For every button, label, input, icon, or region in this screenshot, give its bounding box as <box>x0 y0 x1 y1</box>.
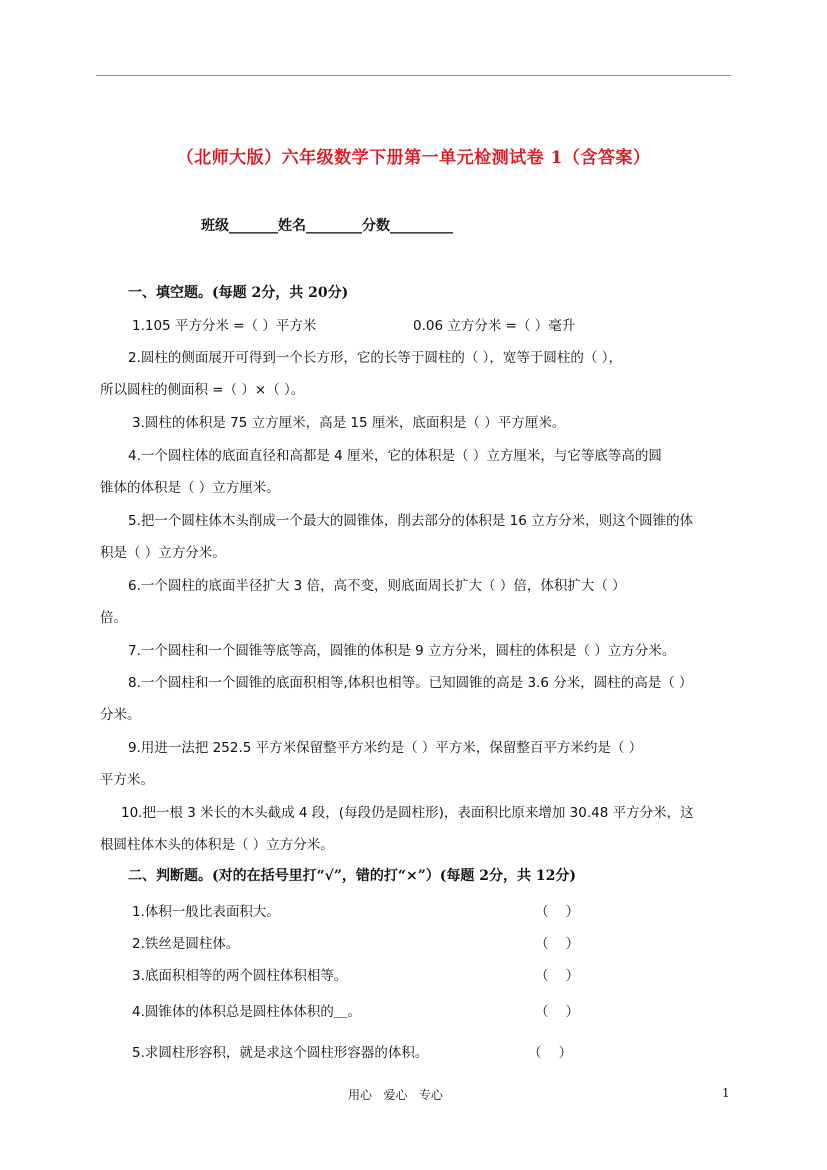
student-info-line: 班级_______姓名________分数_________ <box>201 218 453 234</box>
question-4-line-2: 锥体的体积是（ ）立方厘米。 <box>100 480 280 496</box>
page-number: 1 <box>722 1086 730 1100</box>
question-5-line-2: 积是（ ）立方分米。 <box>100 545 226 561</box>
question-8-line-1: 8.一个圆柱和一个圆锥的底面积相等,体积也相等。已知圆锥的高是 3.6 分米，圆柱的高是（ ） <box>128 675 693 691</box>
question-2-line-1: 2.圆柱的侧面展开可得到一个长方形，它的长等于圆柱的（ ），宽等于圆柱的（ ）， <box>128 350 622 366</box>
section-1-heading: 一、填空题。(每题 2分，共 20分) <box>128 285 349 301</box>
judgement-item-4: 4.圆锥体的体积总是圆柱体体积的＿。 <box>132 1004 361 1020</box>
question-9-line-1: 9.用进一法把 252.5 平方米保留整平方米约是（ ）平方米，保留整百平方米约是（ ） <box>128 740 643 756</box>
question-10-line-1: 10.把一根 3 米长的木头截成 4 段，(每段仍是圆柱形)，表面积比原来增加 30.48 平方分米，这 <box>121 805 694 821</box>
footer-motto: 用心 爱心 专心 <box>348 1088 443 1102</box>
judgement-answer-1[interactable]: （ ） <box>535 904 580 920</box>
question-1b: 0.06 立方分米 =（ ）毫升 <box>413 318 576 334</box>
question-2-line-2: 所以圆柱的侧面积 =（ ）×（ ）。 <box>100 382 305 398</box>
question-4-line-1: 4.一个圆柱体的底面直径和高都是 4 厘米，它的体积是（ ）立方厘米，与它等底等高的圆 <box>128 448 662 464</box>
question-9-line-2: 平方米。 <box>100 772 154 788</box>
judgement-answer-3[interactable]: （ ） <box>535 968 580 984</box>
question-5-line-1: 5.把一个圆柱体木头削成一个最大的圆锥体，削去部分的体积是 16 立方分米，则这个圆锥的体 <box>128 513 694 529</box>
page-title: （北师大版）六年级数学下册第一单元检测试卷 1（含答案） <box>176 148 651 168</box>
judgement-answer-2[interactable]: （ ） <box>535 936 580 952</box>
judgement-item-5: 5.求圆柱形容积，就是求这个圆柱形容器的体积。 <box>132 1045 429 1061</box>
section-2-heading: 二、判断题。(对的在括号里打“√”，错的打“×”）(每题 2分，共 12分) <box>128 868 576 884</box>
judgement-item-1: 1.体积一般比表面积大。 <box>132 904 280 920</box>
question-6-line-1: 6.一个圆柱的底面半径扩大 3 倍，高不变，则底面周长扩大（ ）倍，体积扩大（ ） <box>128 578 626 594</box>
judgement-answer-5[interactable]: （ ） <box>528 1045 573 1061</box>
question-3: 3.圆柱的体积是 75 立方厘米，高是 15 厘米，底面积是（ ）平方厘米。 <box>132 415 566 431</box>
question-8-line-2: 分米。 <box>100 707 141 723</box>
header-rule <box>96 75 731 76</box>
judgement-item-2: 2.铁丝是圆柱体。 <box>132 936 240 952</box>
question-1a: 1.105 平方分米 =（ ）平方米 <box>132 318 317 334</box>
judgement-answer-4[interactable]: （ ） <box>535 1004 580 1020</box>
question-10-line-2: 根圆柱体木头的体积是（ ）立方分米。 <box>100 837 334 853</box>
judgement-item-3: 3.底面积相等的两个圆柱体积相等。 <box>132 968 348 984</box>
question-6-line-2: 倍。 <box>100 610 127 626</box>
question-7: 7.一个圆柱和一个圆锥等底等高，圆锥的体积是 9 立方分米，圆柱的体积是（ ）立方分米。 <box>128 643 676 659</box>
